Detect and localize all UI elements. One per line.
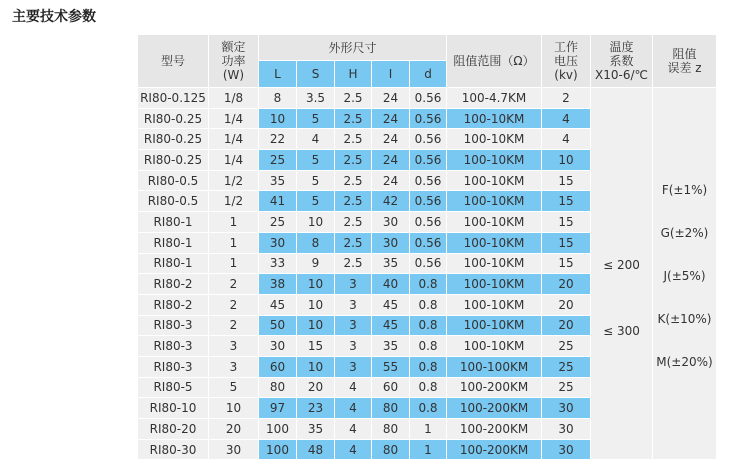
header-power: 额定 功率 (W) (209, 35, 259, 88)
tolerance-value: J(±5%) (663, 269, 706, 283)
header-dim-h: H (335, 61, 372, 88)
table-row: RI80-0.25 1/4 25 5 2.5 24 0.56 100-10KM 10 (138, 150, 717, 171)
table-row: RI80-0.5 1/2 41 5 2.5 42 0.56 100-10KM 15 (138, 191, 717, 212)
table-row: RI80-3 3 60 10 3 55 0.8 100-100KM 25 (138, 356, 717, 377)
spec-table (137, 34, 717, 460)
header-model: 型号 (138, 35, 209, 88)
temp-value: ≤ 300 (603, 324, 640, 338)
header-dim-i: I (372, 61, 410, 88)
table-row: RI80-2 2 45 10 3 45 0.8 100-10KM 20 (138, 294, 717, 315)
table-row: RI80-1 1 33 9 2.5 35 0.56 100-10KM 15 (138, 253, 717, 274)
tolerance-value: G(±2%) (660, 226, 709, 240)
page-title: 主要技术参数 (12, 9, 96, 25)
table-row: RI80-5 5 80 20 4 60 0.8 100-200KM 25 (138, 377, 717, 398)
table-row: RI80-30 30 100 48 4 80 1 100-200KM 30 (138, 439, 717, 460)
table-row: RI80-0.25 1/4 22 4 2.5 24 0.56 100-10KM 4 (138, 129, 717, 150)
header-dim-d: d (410, 61, 447, 88)
header-temp: 温度 系数 X10-6/℃ (591, 35, 653, 88)
tolerance-cell (653, 88, 717, 460)
table-row: RI80-10 10 97 23 4 80 0.8 100-200KM 30 (138, 398, 717, 419)
table-row: RI80-3 3 30 15 3 35 0.8 100-10KM 25 (138, 336, 717, 357)
tolerance-value: F(±1%) (661, 183, 708, 197)
header-resistance: 阻值范围（Ω） (447, 35, 542, 88)
temp-value: ≤ 200 (603, 258, 640, 272)
header-dim-l: L (259, 61, 297, 88)
tolerance-value: K(±10%) (657, 312, 712, 326)
header-dimensions: 外形尺寸 (259, 35, 447, 61)
table-row: RI80-0.25 1/4 10 5 2.5 24 0.56 100-10KM 4 (138, 108, 717, 129)
header-voltage: 工作 电压 (kv) (542, 35, 591, 88)
table-row: RI80-0.125 1/8 8 3.5 2.5 24 0.56 100-4.7KM 2 ≤ 200 ≤ 300 F(±1%) G(±2%) J(±5%) K(±10%) M(±20%) (138, 88, 717, 109)
table-row: RI80-2 2 38 10 3 40 0.8 100-10KM 20 (138, 274, 717, 295)
header-dim-s: S (297, 61, 335, 88)
table-row: RI80-20 20 100 35 4 80 1 100-200KM 30 (138, 419, 717, 440)
header-tolerance: 阻值 误差 z (653, 35, 717, 88)
tolerance-value: M(±20%) (656, 355, 713, 369)
table-row: RI80-1 1 25 10 2.5 30 0.56 100-10KM 15 (138, 212, 717, 233)
table-row: RI80-3 2 50 10 3 45 0.8 100-10KM 20 (138, 315, 717, 336)
table-row: RI80-1 1 30 8 2.5 30 0.56 100-10KM 15 (138, 232, 717, 253)
temp-coefficient-cell (591, 88, 653, 460)
table-row: RI80-0.5 1/2 35 5 2.5 24 0.56 100-10KM 15 (138, 170, 717, 191)
